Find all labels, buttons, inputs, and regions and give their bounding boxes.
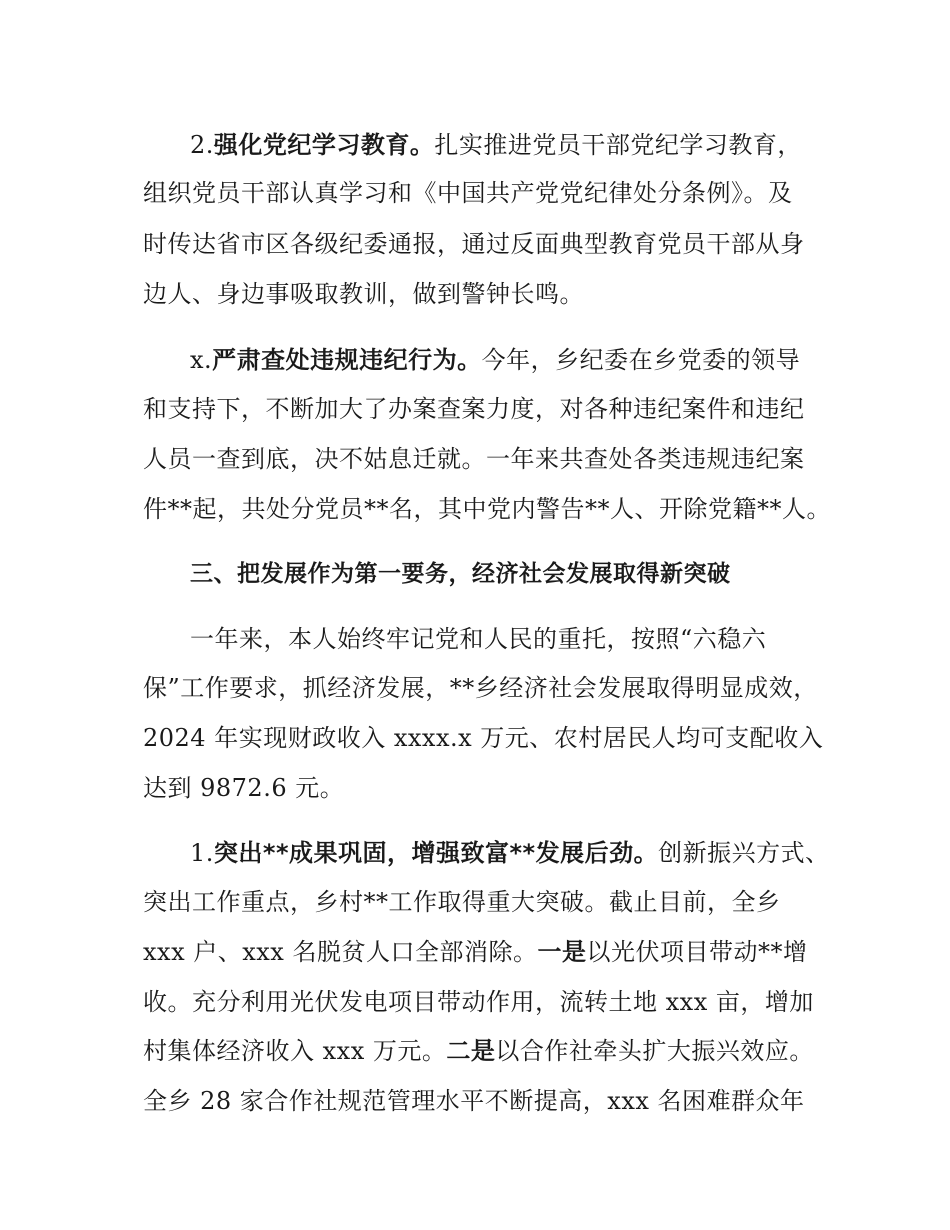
paragraph-4-line-2: 突出工作重点，乡村**工作取得重大突破。截止目前，全乡 — [143, 888, 781, 916]
item-number: x. — [190, 346, 213, 374]
item-number: 2. — [190, 131, 214, 159]
paragraph-1-line-4: 边人、身边事吸取教训，做到警钟长鸣。 — [143, 280, 584, 308]
paragraph-4-line-3 — [143, 934, 833, 970]
paragraph-1-line-2: 组织党员干部认真学习和《中国共产党党纪律处分条例》。及 — [143, 179, 793, 207]
paragraph-4-line-1 — [190, 835, 880, 871]
text: 今年，乡纪委在乡党委的领导 — [481, 346, 801, 374]
paragraph-4-line-5 — [143, 1033, 833, 1069]
text: 扎实推进党员干部党纪学习教育， — [434, 131, 802, 159]
paragraph-2-line-4: 件**起，共处分党员**名，其中党内警告**人、开除党籍**人。 — [143, 495, 831, 523]
bold-marker: 一是 — [537, 938, 587, 966]
item-number: 1. — [190, 839, 214, 867]
text: 村集体经济收入 xxx 万元。 — [143, 1037, 447, 1065]
text: 以光伏项目带动**增 — [586, 938, 808, 966]
bold-lead: 突出**成果巩固，增强致富**发展后劲。 — [213, 839, 659, 867]
paragraph-2-line-1 — [190, 342, 880, 378]
paragraph-4-line-4: 收。充分利用光伏发电项目带动作用，流转土地 xxx 亩，增加 — [143, 988, 814, 1016]
paragraph-3-line-4: 达到 9872.6 元。 — [143, 774, 345, 802]
text: 以合作社牵头扩大振兴效应。 — [495, 1037, 814, 1065]
bold-marker: 二是 — [446, 1037, 496, 1065]
bold-lead: 强化党纪学习教育。 — [213, 131, 435, 159]
section-heading-3: 三、把发展作为第一要务，经济社会发展取得新突破 — [190, 561, 731, 587]
text: 创新振兴方式、 — [658, 839, 830, 867]
paragraph-1-line-1 — [190, 127, 880, 163]
paragraph-3-line-1: 一年来，本人始终牢记党和人民的重托，按照“六稳六 — [190, 625, 767, 653]
bold-lead: 严肃查处违规违纪行为。 — [212, 346, 482, 374]
paragraph-1-line-3: 时传达省市区各级纪委通报，通过反面典型教育党员干部从身 — [143, 230, 805, 258]
paragraph-2-line-2: 和支持下，不断加大了办案查案力度，对各种违纪案件和违纪 — [143, 395, 805, 423]
paragraph-3-line-2: 保”工作要求，抓经济发展，**乡经济社会发展取得明显成效， — [143, 674, 818, 702]
paragraph-2-line-3: 人员一查到底，决不姑息迁就。一年来共查处各类违规违纪案 — [143, 445, 805, 473]
paragraph-4-line-6: 全乡 28 家合作社规范管理水平不断提高，xxx 名困难群众年 — [143, 1087, 805, 1115]
paragraph-3-line-3: 2024 年实现财政收入 xxxx.x 万元、农村居民人均可支配收入 — [143, 724, 824, 752]
text: xxx 户、xxx 名脱贫人口全部消除。 — [143, 938, 538, 966]
